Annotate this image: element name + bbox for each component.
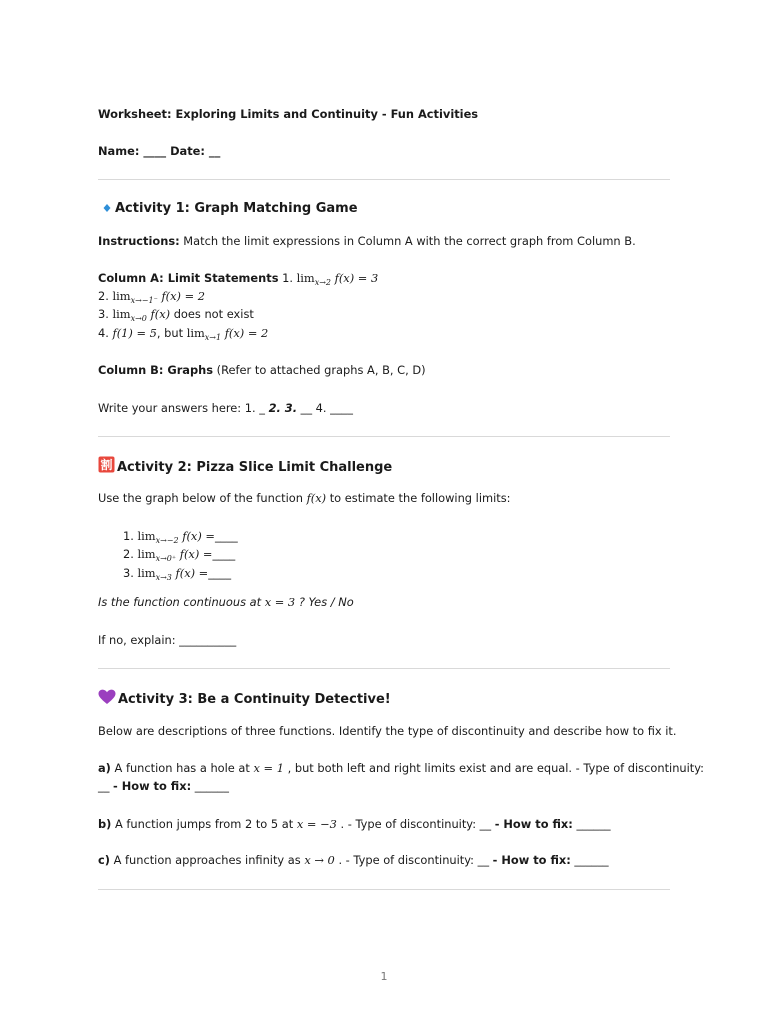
item-text: . - Type of discontinuity: __ — [338, 853, 490, 867]
lim-operator: lim — [112, 307, 131, 321]
statement-number: 4. — [98, 326, 109, 340]
item-text: . - Type of discontinuity: __ — [340, 817, 492, 831]
answers-line — [98, 400, 353, 416]
lim-operator: lim — [296, 271, 315, 285]
statement-connector: , but — [156, 326, 184, 340]
divider — [98, 436, 670, 437]
answers-prefix: Write your answers here: 1. _ — [98, 401, 265, 415]
item-text: A function jumps from 2 to 5 at — [115, 817, 294, 831]
divider — [98, 668, 670, 669]
item-a-line-2 — [98, 778, 229, 794]
limit-expression: f(x) = — [175, 566, 209, 580]
name-date-line: Name: ____ Date: __ — [98, 144, 221, 158]
activity2-heading — [98, 456, 392, 479]
answer-blank[interactable]: ______ — [574, 853, 609, 867]
column-a-line-3 — [98, 306, 254, 327]
lim-subscript: x→3 — [155, 573, 172, 582]
statement-number: 1. — [282, 271, 293, 285]
column-b-line — [98, 362, 426, 378]
item-number: 3. — [123, 566, 134, 580]
item-math: x → 0 — [304, 853, 335, 867]
lim-subscript: x→−1⁻ — [130, 296, 158, 305]
function-value: f(1) = 5 — [112, 326, 157, 340]
lim-operator: lim — [137, 566, 156, 580]
function-name: f(x) — [306, 491, 327, 505]
answer-blank[interactable]: ______ — [194, 779, 229, 793]
item-c-line — [98, 852, 609, 868]
limit-expression: f(x) = 3 — [334, 271, 379, 285]
lim-operator: lim — [137, 547, 156, 561]
item-math: x = −3 — [296, 817, 337, 831]
answer-blank[interactable]: ____ — [208, 566, 232, 580]
explain-line: If no, explain: __________ — [98, 633, 237, 647]
lim-operator: lim — [112, 289, 131, 303]
intro-text: Use the graph below of the function — [98, 491, 303, 505]
lim-subscript: x→2 — [314, 278, 332, 287]
statement-number: 2. — [98, 289, 109, 303]
lim-operator: lim — [137, 529, 156, 543]
item-label: b) — [98, 817, 112, 831]
continuity-question — [98, 594, 354, 610]
item-a-line-1 — [98, 760, 704, 776]
fix-label: - How to fix: — [494, 817, 573, 831]
page-number: 1 — [380, 970, 388, 983]
item-number: 2. — [123, 547, 134, 561]
fix-label: - How to fix: — [113, 779, 192, 793]
answer-blank[interactable]: ______ — [576, 817, 611, 831]
limit-expression: f(x) = 2 — [224, 326, 269, 340]
question-text: Is the function continuous at — [98, 595, 262, 609]
limit-expression: f(x) = — [179, 547, 213, 561]
activity1-instructions — [98, 233, 636, 249]
worksheet-page — [98, 0, 705, 1024]
item-text: A function has a hole at — [114, 761, 250, 775]
column-a-label: Column A: Limit Statements — [98, 271, 279, 285]
worksheet-title: Worksheet: Exploring Limits and Continuity - Fun Activities — [98, 107, 479, 121]
item-text: , but both left and right limits exist and are equal. - Type of discontinuity: — [287, 761, 705, 775]
divider — [98, 179, 670, 180]
lim-subscript: x→0⁺ — [155, 554, 177, 563]
item-b-line — [98, 816, 611, 832]
statement-tail: does not exist — [173, 307, 254, 321]
answer-blank[interactable]: __ — [98, 779, 110, 793]
question-options: ? Yes / No — [298, 595, 354, 609]
limit-expression: f(x) = — [182, 529, 215, 543]
divider — [98, 889, 670, 890]
blue-diamond-icon — [101, 202, 113, 220]
answer-blank[interactable]: ____ — [212, 547, 236, 561]
item-label: c) — [98, 853, 110, 867]
answers-bold: 2. 3. — [268, 401, 298, 415]
activity3-title: Activity 3: Be a Continuity Detective! — [118, 692, 391, 707]
column-b-label: Column B: Graphs — [98, 363, 214, 377]
activity2-intro — [98, 490, 511, 506]
svg-text:割: 割 — [100, 458, 113, 472]
item-number: 1. — [123, 529, 134, 543]
fix-label: - How to fix: — [492, 853, 571, 867]
purple-heart-icon — [98, 689, 116, 711]
pizza-icon — [98, 456, 115, 479]
item-text: A function approaches infinity as — [113, 853, 301, 867]
limit-expression: f(x) — [150, 307, 171, 321]
item-math: x = 1 — [253, 761, 284, 775]
lim-operator: lim — [186, 326, 205, 340]
item-label: a) — [98, 761, 111, 775]
activity1-heading — [101, 200, 358, 220]
instructions-text: Match the limit expressions in Column A with the correct graph from Column B. — [183, 234, 636, 248]
answer-blank[interactable]: ____ — [214, 529, 238, 543]
intro-text: to estimate the following limits: — [329, 491, 511, 505]
column-a-line-4 — [98, 325, 268, 346]
instructions-label: Instructions: — [98, 234, 180, 248]
list-item — [123, 565, 231, 586]
answers-suffix: __ 4. ____ — [300, 401, 353, 415]
activity2-title: Activity 2: Pizza Slice Limit Challenge — [117, 460, 393, 475]
column-b-text: (Refer to attached graphs A, B, C, D) — [216, 363, 426, 377]
question-math: x = 3 — [264, 595, 296, 609]
activity3-heading — [98, 689, 391, 711]
list-item — [123, 546, 235, 567]
activity3-intro: Below are descriptions of three functions. Identify the type of discontinuity and describe how to fix it. — [98, 724, 677, 738]
activity1-title: Activity 1: Graph Matching Game — [115, 201, 358, 216]
lim-subscript: x→−2 — [155, 536, 179, 545]
statement-number: 3. — [98, 307, 109, 321]
limit-expression: f(x) = 2 — [161, 289, 206, 303]
lim-subscript: x→1 — [204, 333, 222, 342]
lim-subscript: x→0 — [130, 314, 147, 323]
